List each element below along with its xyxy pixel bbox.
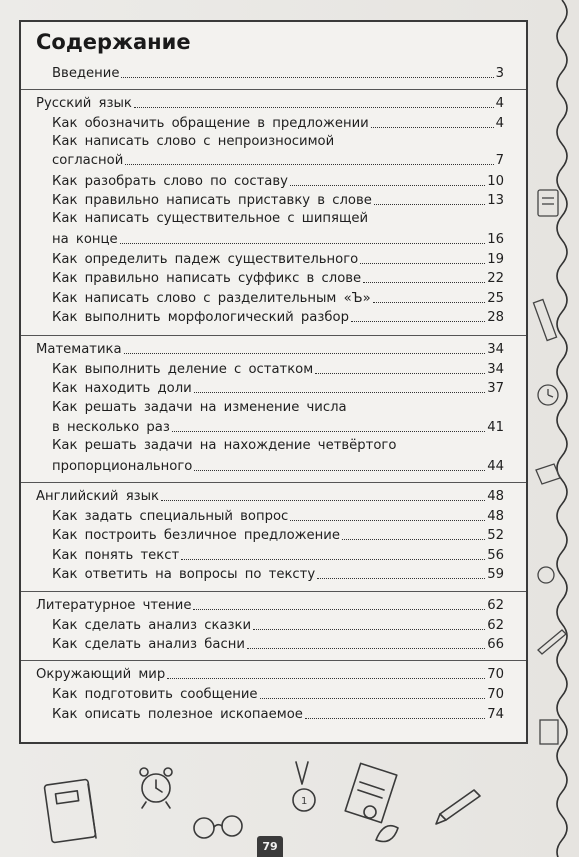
notebook-icon bbox=[538, 190, 558, 216]
page-title: Содержание bbox=[36, 30, 191, 54]
toc-entry-line: Как решать задачи на нахождение четвёртого bbox=[52, 438, 397, 453]
toc-entry: Как определить падеж существительного 19 bbox=[52, 252, 504, 267]
toc-entry: Как подготовить сообщение 70 bbox=[52, 687, 504, 702]
toc-entry: Как выполнить морфологический разбор 28 bbox=[52, 310, 504, 325]
toc-entry: Как обозначить обращение в предложении 4 bbox=[52, 116, 504, 131]
section-divider bbox=[21, 335, 526, 336]
toc-entry: Как правильно написать суффикс в слове 22 bbox=[52, 271, 504, 286]
toc-entry: Как построить безличное предложение 52 bbox=[52, 528, 504, 543]
medal-icon bbox=[538, 567, 554, 583]
contents-box bbox=[19, 20, 528, 744]
paper-icon bbox=[540, 720, 558, 744]
certificate-icon bbox=[345, 763, 397, 822]
section-divider bbox=[21, 591, 526, 592]
toc-entry: Как находить доли 37 bbox=[52, 381, 504, 396]
alarm-clock-icon bbox=[140, 768, 172, 808]
toc-entry: Как понять текст 56 bbox=[52, 548, 504, 563]
toc-entry-intro: Введение 3 bbox=[52, 66, 504, 81]
toc-section-russian: Русский язык 4 bbox=[36, 96, 504, 111]
pencil-icon bbox=[436, 790, 480, 824]
toc-entry: Как выполнить деление с остатком 34 bbox=[52, 362, 504, 377]
notebook-border-doodles bbox=[532, 0, 579, 857]
toc-entry: пропорционального 44 bbox=[52, 459, 504, 474]
glasses-icon bbox=[194, 816, 242, 838]
toc-entry: Как написать слово с разделительным «Ъ» 25 bbox=[52, 291, 504, 306]
section-divider bbox=[21, 89, 526, 90]
toc-entry-line: Как написать существительное с шипящей bbox=[52, 211, 369, 226]
toc-entry: Как сделать анализ басни 66 bbox=[52, 637, 504, 652]
toc-section-world: Окружающий мир 70 bbox=[36, 667, 504, 682]
svg-text:1: 1 bbox=[301, 796, 308, 807]
toc-section-literature: Литературное чтение 62 bbox=[36, 598, 504, 613]
toc-entry: Как задать специальный вопрос 48 bbox=[52, 509, 504, 524]
toc-entry: Как разобрать слово по составу 10 bbox=[52, 174, 504, 189]
section-divider bbox=[21, 660, 526, 661]
toc-section-math: Математика 34 bbox=[36, 342, 504, 357]
page-number: 79 bbox=[257, 836, 283, 857]
bottom-doodles bbox=[0, 744, 579, 857]
toc-entry-line: Как решать задачи на изменение числа bbox=[52, 400, 347, 415]
notebook-icon bbox=[44, 779, 96, 843]
toc-entry: Как ответить на вопросы по тексту 59 bbox=[52, 567, 504, 582]
section-divider bbox=[21, 482, 526, 483]
toc-entry: Как описать полезное ископаемое 74 bbox=[52, 707, 504, 722]
ruler-icon bbox=[533, 299, 556, 340]
leaf-icon bbox=[376, 826, 398, 842]
medal-icon bbox=[293, 762, 315, 811]
toc-entry: Как правильно написать приставку в слове 13 bbox=[52, 193, 504, 208]
toc-entry-line: Как написать слово с непроизносимой bbox=[52, 134, 335, 149]
toc-entry: на конце 16 bbox=[52, 232, 504, 247]
toc-entry: согласной 7 bbox=[52, 153, 504, 168]
toc-entry: в несколько раз 41 bbox=[52, 420, 504, 435]
pencil-icon bbox=[538, 630, 566, 654]
toc-section-english: Английский язык 48 bbox=[36, 489, 504, 504]
toc-entry: Как сделать анализ сказки 62 bbox=[52, 618, 504, 633]
